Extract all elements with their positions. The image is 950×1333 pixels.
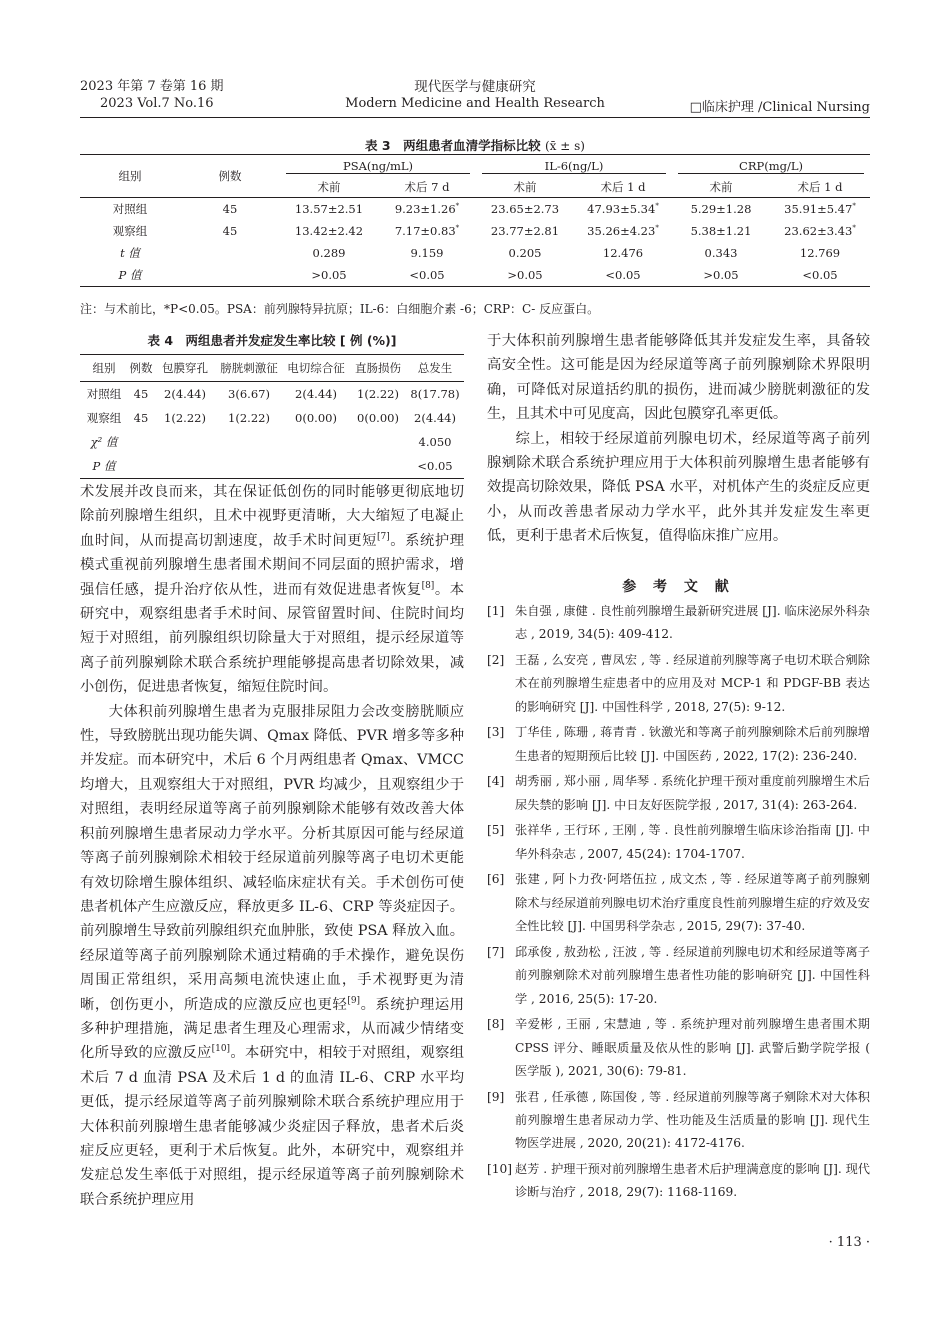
table-cell: 4.050 [418,435,452,449]
left-column-text [80,480,464,1212]
table3-subheader: 术前 [280,177,378,198]
table3-header-psa: PSA(ng/mL) [280,155,476,178]
reference-item: [9] 张君 , 任承德 , 陈国俊 , 等 . 经尿道前列腺等离子剜除术对大体积前列腺增生患者尿动力学、性功能及生活质量的影响 [J]. 现代生物医学进展 , 2020, 20(21): 4172-4176. [487,1089,870,1151]
table-row [80,220,870,242]
table-row [80,406,464,430]
table3-header-il6: IL-6(ng/L) [476,155,672,178]
right-column-text [487,329,870,549]
table3-caption-symbol: (x̄ ± s) [544,139,585,153]
table-cell: 47.93±5.34* [587,202,659,216]
table-cell: 观察组 [112,224,148,238]
table-cell: <0.05 [378,264,476,287]
table-row [80,242,870,264]
table-row [80,198,870,221]
table-cell: 45 [222,202,238,216]
table3-header-n: 例数 [180,155,280,198]
table-cell: P 值 [80,264,180,287]
table-cell: <0.05 [574,264,672,287]
table-cell: P 值 [80,454,128,479]
table-cell: 5.38±1.21 [690,224,752,238]
paragraph: 术发展并改良而来，其在保证低创伤的同时能够更彻底地切除前列腺增生组织，且术中视野更清晰，大大缩短了电凝止血时间，从而提高切割速度，故手术时间更短[7]。系统护理模式重视前列腺增生患者围术期间不同层面的照护需求，增强信任感，提升治疗依从性，进而有效促进患者恢复[8]。本研究中，观察组患者手术时间、尿管留置时间、住院时间均短于对照组，前列腺组织切除量大于对照组，提示经尿道等离子前列腺剜除术联合系统护理能够提高患者切除效果，减小创伤，促进患者恢复，缩短住院时间。 [80,484,465,696]
table-cell: 0(0.00) [357,411,399,425]
reference-list [487,600,870,1207]
reference-item: [7] 邱承俊 , 敖劲松 , 汪波 , 等 . 经尿道前列腺电切术和经尿道等离子前列腺剜除术对前列腺增生患者性功能的影响研究 [J]. 中国性科学 , 2016, 25(5): 17-20. [487,944,870,1006]
journal-issue: 2023 年第 7 卷第 16 期 [80,79,224,94]
table4-header: 总发生 [406,355,464,382]
reference-item: [6] 张建 , 阿卜力孜·阿塔伍拉 , 成文杰 , 等 . 经尿道等离子前列腺剜除术与经尿道前列腺电切术治疗重度良性前列腺增生症的疗效及安全性比较 [J]. 中国男科学杂志 , 2015, 29(7): 37-40. [487,872,870,934]
table4-header: 直肠损伤 [350,355,406,382]
table-cell: 3(6.67) [228,387,270,401]
table-cell [154,454,216,479]
table3-subheader: 术前 [672,177,770,198]
table-cell: 35.26±4.23* [587,224,659,238]
table-cell [350,454,406,479]
reference-item: [10] 赵芳 . 护理干预对前列腺增生患者术后护理满意度的影响 [J]. 现代诊断与治疗 , 2018, 29(7): 1168-1169. [487,1162,870,1200]
table-cell: 1(2.22) [357,387,399,401]
table-cell: 35.91±5.47* [784,202,856,216]
reference-item: [2] 王磊 , 么安亮 , 曹凤宏 , 等 . 经尿道前列腺等离子电切术联合剜除术在前列腺增生症患者中的应用及对 MCP-1 和 PDGF-BB 表达的影响研究 [J]. 中国性科学 , 2018, 27(5): 9-12. [487,653,870,714]
table-cell [282,430,350,454]
table-cell: 2(4.44) [164,387,206,401]
references-title: 参 考 文 献 [622,579,735,595]
table-cell: χ² 值 [90,435,118,449]
table-cell: 9.23±1.26* [394,202,460,216]
table-row [80,454,464,479]
table-cell [154,430,216,454]
table-row [80,382,464,407]
table-cell: 0.343 [704,246,738,260]
paragraph: 于大体积前列腺增生患者能够降低其并发症发生率，具备较高安全性。这可能是因为经尿道等离子前列腺剜除术界限明确，可降低对尿道括约肌的损伤，进而减少膀胱刺激征的发生，且其术中可见度高，因此包膜穿孔率更低。 [487,333,870,423]
section-label: □临床护理 /Clinical Nursing [689,100,870,115]
table-cell: 13.57±2.51 [294,202,364,216]
table-cell: >0.05 [672,264,770,287]
page-header [0,0,950,120]
reference-item: [5] 张祥华 , 王行环 , 王刚 , 等 . 良性前列腺增生临床诊治指南 [J]. 中华外科杂志 , 2007, 45(24): 1704-1707. [487,823,870,861]
table3-header-crp: CRP(mg/L) [672,155,870,178]
table4-header: 电切综合征 [282,355,350,382]
table4 [80,354,464,479]
table3-subheader: 术后 1 d [574,177,672,198]
table4-header: 包膜穿孔 [154,355,216,382]
table-cell [282,454,350,479]
table-cell: 2(4.44) [295,387,337,401]
table-cell: 12.769 [799,246,841,260]
table-cell: 45 [133,387,149,401]
table-cell [216,430,282,454]
table-cell: <0.05 [770,264,870,287]
table-cell: 0(0.00) [295,411,337,425]
table-cell [350,430,406,454]
table4-header: 膀胱刺激征 [216,355,282,382]
table4-header: 例数 [128,355,154,382]
table-cell: 45 [222,224,238,238]
reference-item: [1] 朱自强 , 康健 . 良性前列腺增生最新研究进展 [J]. 临床泌尿外科杂志 , 2019, 34(5): 409-412. [487,604,870,642]
table3 [80,154,870,287]
reference-item: [4] 胡秀丽 , 郑小丽 , 周华琴 . 系统化护理干预对重度前列腺增生术后尿失禁的影响 [J]. 中日友好医院学报 , 2017, 31(4): 263-264. [487,774,870,812]
table-cell: 8(17.78) [410,387,460,401]
table-cell: 1(2.22) [164,411,206,425]
table-cell [180,264,280,287]
table4-header: 组别 [80,355,128,382]
table-cell: 23.65±2.73 [490,202,560,216]
table-cell: 观察组 [86,411,122,425]
table-cell: 23.62±3.43* [784,224,856,238]
table-cell [216,454,282,479]
paragraph: 大体积前列腺增生患者为克服排尿阻力会改变膀胱顺应性，导致膀胱出现功能失调、Qmax 降低、PVR 增多等多种并发症。而本研究中，术后 6 个月两组患者 Qmax、VMCC 均增大，且观察组大于对照组，PVR 均减少，且观察组少于对照组，表明经尿道等离子前列腺剜除术能够有效改善大体积前列腺增生患者尿动力学水平。分析其原因可能与经尿道等离子前列腺剜除术相较于经尿道前列腺等离子电切术更能有效切除增生腺体组织、减轻临床症状有关。手术创伤可使患者机体产生应激反应，释放更多 IL-6、CRP 等炎症因子。前列腺增生导致前列腺组织充血肿胀，致使 PSA 释放入血。经尿道等离子前列腺剜除术通过精确的手术操作，避免误伤周围正常组织，采用高频电流快速止血，手术视野更为清晰，创伤更小，所造成的应激反应也更轻[9]。系统护理运用多种护理措施，满足患者生理及心理需求，从而减少情绪变化所导致的应激反应[10]。本研究中，相较于对照组，观察组术后 7 d 血清 PSA 及术后 1 d 的血清 IL-6、CRP 水平均更低，提示经尿道等离子前列腺剜除术联合系统护理应用于大体积前列腺增生患者能够减少炎症因子释放，患者术后炎症反应更轻，更利于术后恢复。此外，本研究中，观察组并发症总发生率低于对照组，提示经尿道等离子前列腺剜除术联合系统护理应用 [80,703,465,1208]
table3-subheader: 术后 7 d [378,177,476,198]
table-cell: t 值 [120,246,140,260]
table-row [80,430,464,454]
table-cell [180,242,280,264]
table4-caption: 表 4 两组患者并发症发生率比较 [ 例 (%)] [147,333,397,348]
table-cell: 23.77±2.81 [490,224,560,238]
table-cell: 0.289 [312,246,346,260]
table-cell: 13.42±2.42 [294,224,364,238]
table-cell: <0.05 [406,454,464,479]
table-cell: 0.205 [508,246,542,260]
table3-header-group: 组别 [80,155,180,198]
table-cell: 2(4.44) [414,411,456,425]
journal-title-en: Modern Medicine and Health Research [345,96,605,111]
header-rule [80,117,870,118]
table-cell: 7.17±0.83* [394,224,460,238]
table-cell: 45 [133,411,149,425]
table-cell: 对照组 [86,387,122,401]
table-cell: 5.29±1.28 [690,202,752,216]
table-cell [128,454,154,479]
table-cell: 对照组 [112,202,148,216]
reference-item: [3] 丁华佳 , 陈珊 , 蒋青青 . 钬激光和等离子前列腺剜除术后前列腺增生患者的短期预后比较 [J]. 中国医药 , 2022, 17(2): 236-240. [487,725,870,763]
table-cell: >0.05 [476,264,574,287]
table-cell: 12.476 [602,246,644,260]
table3-subheader: 术后 1 d [770,177,870,198]
journal-title: 现代医学与健康研究 [414,79,536,95]
table-row [80,264,870,287]
table-cell: >0.05 [280,264,378,287]
journal-volume-en: 2023 Vol.7 No.16 [100,96,214,111]
table3-caption: 表 3 两组患者血清学指标比较 (x̄ ± s) [365,138,585,153]
paragraph: 综上，相较于经尿道前列腺电切术，经尿道等离子前列腺剜除术联合系统护理应用于大体积前列腺增生患者能够有效提高切除效果，降低 PSA 水平，对机体产生的炎症反应更小，从而改善患者尿动力学水平，此外其并发症发生率更低，更利于患者术后恢复，值得临床推广应用。 [487,430,870,545]
table3-note: 注：与术前比，*P<0.05。PSA：前列腺特异抗原；IL-6：白细胞介素 -6；CRP：C- 反应蛋白。 [80,302,600,316]
reference-item: [8] 辛爱彬 , 王丽 , 宋慧迪 , 等 . 系统护理对前列腺增生患者围术期 CPSS 评分、睡眠质量及依从性的影响 [J]. 武警后勤学院学报 ( 医学版 ), 2021, 30(6): 79-81. [487,1017,870,1079]
table3-subheader: 术前 [476,177,574,198]
table-cell [128,430,154,454]
table-cell: 9.159 [410,246,444,260]
table-cell: 1(2.22) [228,411,270,425]
page-number: · 113 · [828,1235,870,1250]
